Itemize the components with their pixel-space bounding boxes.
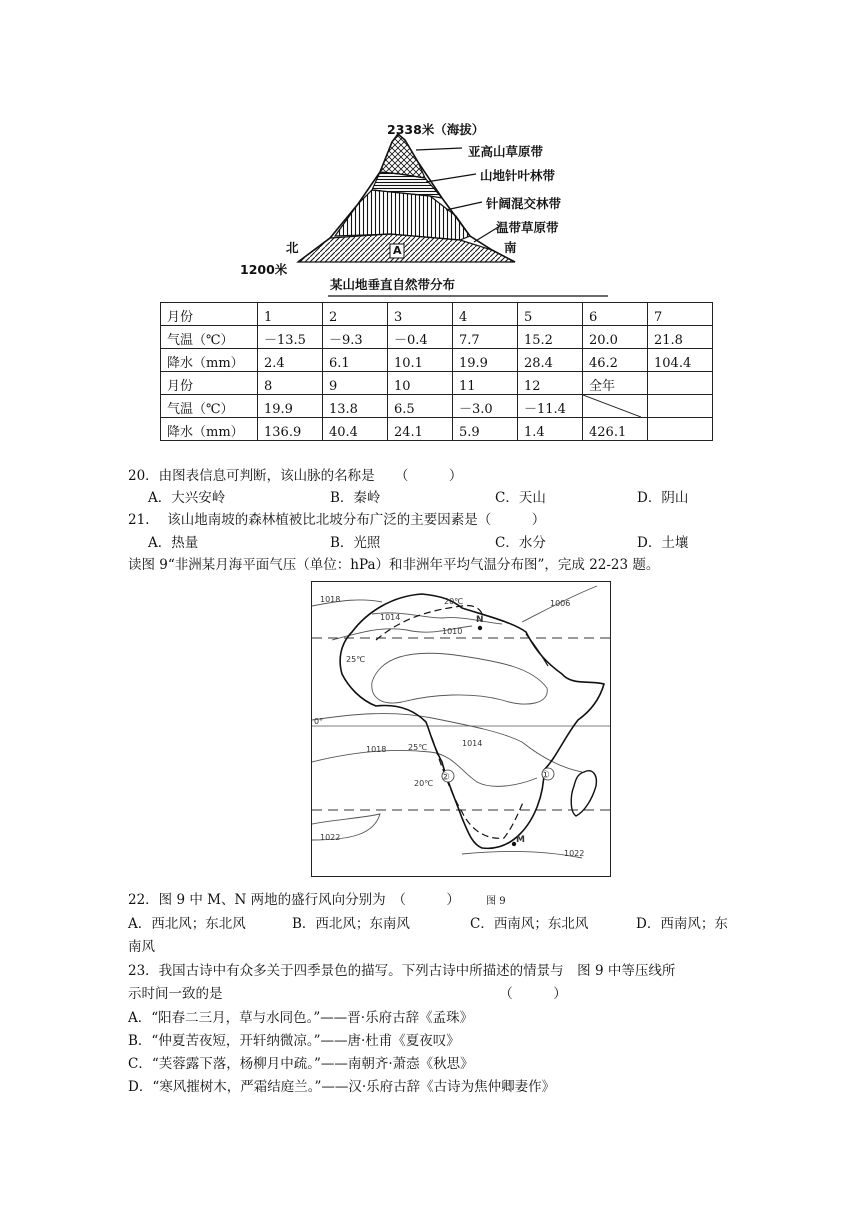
climate-cell [648,395,713,418]
point-1-label: ① [541,770,550,781]
q21-stem: 21. 该山地南坡的森林植被比北坡分布广泛的主要因素是（ ） [128,512,546,528]
climate-cell [648,418,713,441]
climate-cell: 10 [388,372,453,395]
climate-cell: －3.0 [453,395,518,418]
climate-table-row [161,395,713,418]
q23-option-a[interactable]: A．“阳春二三月，草与水同色。”——晋·乐府古辞《孟珠》 [128,1010,474,1026]
climate-cell: 10.1 [388,349,453,372]
climate-row-header: 气温（℃） [161,326,258,349]
climate-cell: 5 [518,303,583,326]
point-2-label: ② [441,772,450,783]
q21-option-c[interactable]: C．水分 [495,535,546,551]
isobar-label-1014-south: 1014 [462,739,483,748]
climate-cell: 1 [258,303,323,326]
climate-table-row [161,303,713,326]
isobar-label-1006: 1006 [550,599,571,608]
climate-cell: 8 [258,372,323,395]
isobar-label-1022-east: 1022 [564,849,585,858]
q22-option-d[interactable]: D．西南风；东 [636,916,728,932]
q21-option-d[interactable]: D．土壤 [637,535,689,551]
isotherm-label-25-south: 25℃ [408,743,428,752]
climate-row-header: 降水（mm） [161,349,258,372]
climate-cell: －11.4 [518,395,583,418]
climate-cell: 19.9 [258,395,323,418]
climate-row-header: 气温（℃） [161,395,258,418]
climate-cell: 136.9 [258,418,323,441]
point-m-label: M [516,835,525,845]
climate-cell: －9.3 [323,326,388,349]
climate-table-row [161,418,713,441]
figure-caption: 某山地垂直自然带分布 [330,277,456,292]
q23-option-b[interactable]: B．“仲夏苦夜短，开轩纳微凉。”——唐·杜甫《夏夜叹》 [128,1033,460,1049]
climate-cell: 5.9 [453,418,518,441]
climate-cell: 20.0 [583,326,648,349]
climate-cell: 6.1 [323,349,388,372]
africa-map-graphic [312,582,610,876]
climate-cell: 46.2 [583,349,648,372]
climate-cell: 2 [323,303,388,326]
climate-cell: 11 [453,372,518,395]
zone-label-coniferous: 山地针叶林带 [480,168,556,183]
zone-label-subalpine: 亚高山草原带 [468,144,544,159]
mountain-diagram-graphic [230,112,620,300]
q22-stem [128,890,506,912]
q23-stem-line1: 23．我国古诗中有众多关于四季景色的描写。下列古诗中所描述的情景与 图 9 中等压线所 [128,963,676,979]
climate-cell: －0.4 [388,326,453,349]
isobar-label-1018-south: 1018 [366,745,387,754]
climate-cell: 426.1 [583,418,648,441]
base-elevation-label: 1200米 [240,262,288,277]
q21-option-a[interactable]: A．热量 [148,535,199,551]
peak-elevation-label: 2338米（海拔） [387,122,485,137]
climate-cell: 9 [323,372,388,395]
climate-row-header: 月份 [161,303,258,326]
climate-cell: 13.8 [323,395,388,418]
climate-table-row [161,326,713,349]
mountain-zonation-figure [230,112,620,300]
q23-option-c[interactable]: C．“芙蓉露下落，杨柳月中疏。”——南朝齐·萧悫《秋思》 [128,1056,474,1072]
climate-row-header: 降水（mm） [161,418,258,441]
point-n-label: N [476,615,484,625]
climate-cell: 4 [453,303,518,326]
climate-table-row [161,349,713,372]
climate-cell: －13.5 [258,326,323,349]
climate-cell: 24.1 [388,418,453,441]
climate-cell: 19.9 [453,349,518,372]
q22-stem-text: 22．图 9 中 M、N 两地的盛行风向分别为 （ ） [128,892,460,908]
intro-figure-9: 读图 9“非洲某月海平面气压（单位：hPa）和非洲年平均气温分布图”，完成 22-23 题。 [128,557,660,573]
diagonal-slash [583,395,641,417]
isotherm-label-25-north: 25℃ [346,655,366,664]
q22-option-c[interactable]: C．西南风；东北风 [470,916,589,932]
isobar-label-1014-north: 1014 [380,613,401,622]
climate-cell: 28.4 [518,349,583,372]
q22-option-b[interactable]: B．西北风；东南风 [292,916,410,932]
climate-cell: 40.4 [323,418,388,441]
africa-map [311,581,611,877]
climate-cell: 全年 [583,372,648,395]
q20-option-b[interactable]: B．秦岭 [330,490,381,506]
climate-cell: 15.2 [518,326,583,349]
climate-cell [648,372,713,395]
climate-cell: 7.7 [453,326,518,349]
isobar-label-1022-west: 1022 [320,833,341,842]
climate-table-row [161,372,713,395]
q23-stem-line2: 示时间一致的是 （ ） [128,986,567,1002]
climate-cell: 12 [518,372,583,395]
climate-cell: 104.4 [648,349,713,372]
q23-option-d[interactable]: D．“寒风摧树木，严霜结庭兰。”——汉·乐府古辞《古诗为焦仲卿妻作》 [128,1079,556,1095]
point-a-label: A [393,244,402,257]
q20-option-d[interactable]: D．阴山 [637,490,689,506]
climate-cell: 6.5 [388,395,453,418]
q20-option-c[interactable]: C．天山 [495,490,546,506]
climate-cell [583,395,648,418]
north-label: 北 [286,240,299,255]
climate-table [160,302,713,441]
climate-cell: 3 [388,303,453,326]
q20-stem: 20．由图表信息可判断，该山脉的名称是 （ ） [128,468,463,484]
zone-label-steppe: 温带草原带 [496,220,559,235]
q22-option-a[interactable]: A．西北风；东北风 [128,916,246,932]
equator-label: 0° [314,717,324,726]
climate-row-header: 月份 [161,372,258,395]
q22-option-d-wrap: 南风 [128,939,155,955]
q21-option-b[interactable]: B．光照 [330,535,381,551]
climate-cell: 2.4 [258,349,323,372]
climate-cell: 7 [648,303,713,326]
q20-option-a[interactable]: A．大兴安岭 [148,490,226,506]
isobar-label-1018-north: 1018 [320,595,341,604]
isobar-label-1010: 1010 [442,627,463,636]
figure-9-label: 图 9 [486,896,506,907]
isotherm-label-20-south: 20℃ [414,779,434,788]
climate-cell: 6 [583,303,648,326]
isotherm-label-20-north: 20℃ [444,597,464,606]
zone-label-mixed-forest: 针阔混交林带 [486,196,562,211]
climate-cell: 21.8 [648,326,713,349]
climate-cell: 1.4 [518,418,583,441]
south-label: 南 [504,240,517,255]
